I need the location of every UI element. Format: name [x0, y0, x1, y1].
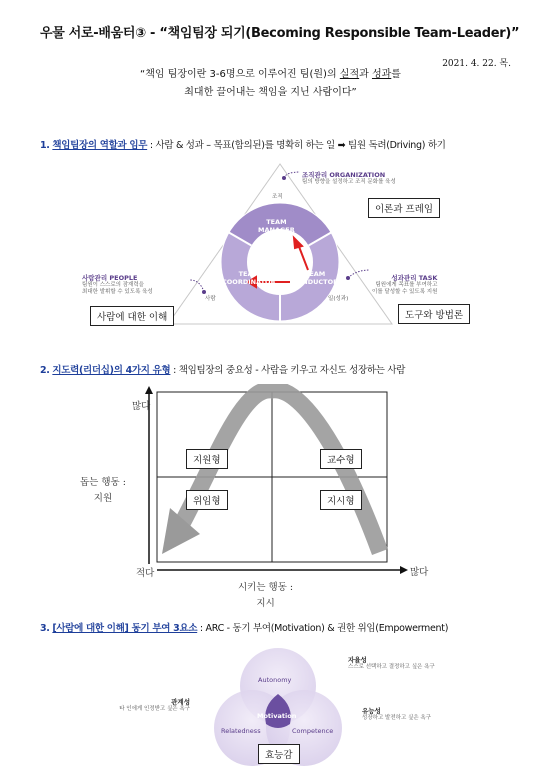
- ring-label-line: CONDUCTOR: [292, 278, 339, 286]
- quote-line-1: [0, 66, 541, 84]
- section-1-heading: [40, 137, 446, 151]
- section-title: 책임팀장의 역할과 임무: [52, 140, 148, 151]
- people-callout: [82, 273, 153, 296]
- quadrant-delegating: 위임형: [186, 490, 228, 510]
- section-2-heading: [40, 362, 405, 376]
- org-title: 조직관리 ORGANIZATION: [302, 171, 386, 179]
- vertex-org: 조직: [272, 194, 283, 200]
- org-desc: 팀의 방향을 설정하고 조직 문화를 육성: [302, 179, 396, 185]
- team-conductor-label: [292, 270, 338, 286]
- people-desc: 팀원이 스스로의 잠재력을: [82, 282, 144, 288]
- label-relatedness: Relatedness: [221, 727, 261, 735]
- ring-label-line: TEAM: [266, 218, 287, 226]
- comp-desc: 성장하고 발전하고 싶은 욕구: [362, 715, 432, 721]
- section-body: : ARC - 동기 부여(Motivation) & 권한 위임(Empowerment): [197, 623, 449, 634]
- task-desc: 팀원에게 목표를 부여하고: [375, 282, 438, 288]
- quote-text: 를: [391, 69, 401, 80]
- ring-label-line: TEAM: [238, 270, 259, 278]
- box-theory-frame: 이론과 프레임: [368, 198, 440, 218]
- competence-callout: [362, 706, 431, 722]
- y-axis-label-line: 지원: [93, 493, 113, 504]
- section-title: [사람에 대한 이해] 동기 부여 3요소: [52, 623, 198, 634]
- label-competence: Competence: [292, 727, 334, 735]
- vertex-people: 사람: [205, 296, 216, 302]
- quote-underline-outcome: 성과: [371, 69, 392, 80]
- task-callout: [372, 273, 437, 296]
- quote-line-2: 최대한 끌어내는 책임을 지닌 사람이다”: [184, 87, 357, 98]
- x-axis-high: 많다: [410, 567, 429, 578]
- y-axis-high: 많다: [132, 401, 151, 412]
- y-axis-arrow-icon: [145, 386, 153, 394]
- team-coordinator-label: [222, 270, 276, 286]
- autonomy-desc: 스스로 선택하고 결정하고 싶은 욕구: [348, 664, 435, 670]
- autonomy-title: 자율성: [348, 656, 367, 664]
- section-title: 지도력(리더십)의 4가지 유형: [52, 365, 171, 376]
- arrow-up-icon: [294, 238, 302, 248]
- task-desc: 이를 달성할 수 있도록 지원: [372, 289, 438, 295]
- x-axis-arrow-icon: [400, 566, 408, 574]
- related-desc: 타 인에게 인정받고 싶은 욕구: [119, 706, 190, 712]
- quote-text: 과: [359, 69, 372, 80]
- section-number: 2.: [40, 365, 50, 376]
- task-title: 성과관리 TASK: [391, 274, 438, 282]
- y-axis-label: [80, 475, 126, 507]
- people-desc: 최대한 발휘할 수 있도록 육성: [82, 289, 153, 295]
- x-axis-label-line: 시키는 행동 :: [238, 582, 294, 593]
- box-understanding-people: 사람에 대한 이해: [90, 306, 174, 326]
- label-motivation: Motivation: [257, 712, 297, 720]
- quadrant-directing: 지시형: [320, 490, 362, 510]
- ring-label-line: TEAM: [304, 270, 326, 278]
- box-efficacy: 효능감: [258, 744, 300, 764]
- x-axis-label-line: 지시: [256, 598, 275, 609]
- y-axis-label-line: 돕는 행동 :: [80, 477, 126, 488]
- date: 2021. 4. 22. 목.: [442, 59, 511, 69]
- leadership-matrix: [140, 384, 430, 576]
- comp-title: 유능성: [362, 707, 381, 715]
- vertex-task: 일(성과): [328, 296, 349, 302]
- section-number: 1.: [40, 140, 50, 151]
- quote-text: “책임 팀장이란 3-6명으로 이루어진 팀(원)의: [140, 69, 340, 80]
- page-title: 우물 서로-배움터③ - “책임팀장 되기(Becoming Responsible Team-Leader)”: [40, 26, 520, 41]
- quadrant-coaching: 교수형: [320, 449, 362, 469]
- team-manager-label: [258, 218, 295, 234]
- section-body: : 책임팀장의 중요성 - 사람을 키우고 자신도 성장하는 사람: [170, 365, 406, 376]
- section-number: 3.: [40, 623, 50, 634]
- x-axis-label: [238, 580, 293, 612]
- y-axis-low: 적다: [136, 568, 155, 579]
- ring-label-line: COORDINATOR: [222, 278, 276, 286]
- org-callout: [302, 170, 396, 186]
- section-3-heading: [40, 620, 448, 634]
- box-tools-methods: 도구와 방법론: [398, 304, 470, 324]
- quadrant-supporting: 지원형: [186, 449, 228, 469]
- people-title: 사람관리 PEOPLE: [82, 274, 138, 282]
- relatedness-callout: [94, 697, 190, 713]
- development-curve: [176, 390, 380, 552]
- label-autonomy: Autonomy: [258, 676, 292, 684]
- quote-underline-performance: 실적: [339, 69, 360, 80]
- related-title: 관계성: [171, 698, 190, 706]
- autonomy-callout: [348, 655, 435, 671]
- ring-label-line: MANAGER: [258, 226, 295, 234]
- section-body: : 사람 & 성과 – 목표(합의된)를 명확히 하는 일 ➡ 팀원 독려(Driving) 하기: [147, 140, 446, 151]
